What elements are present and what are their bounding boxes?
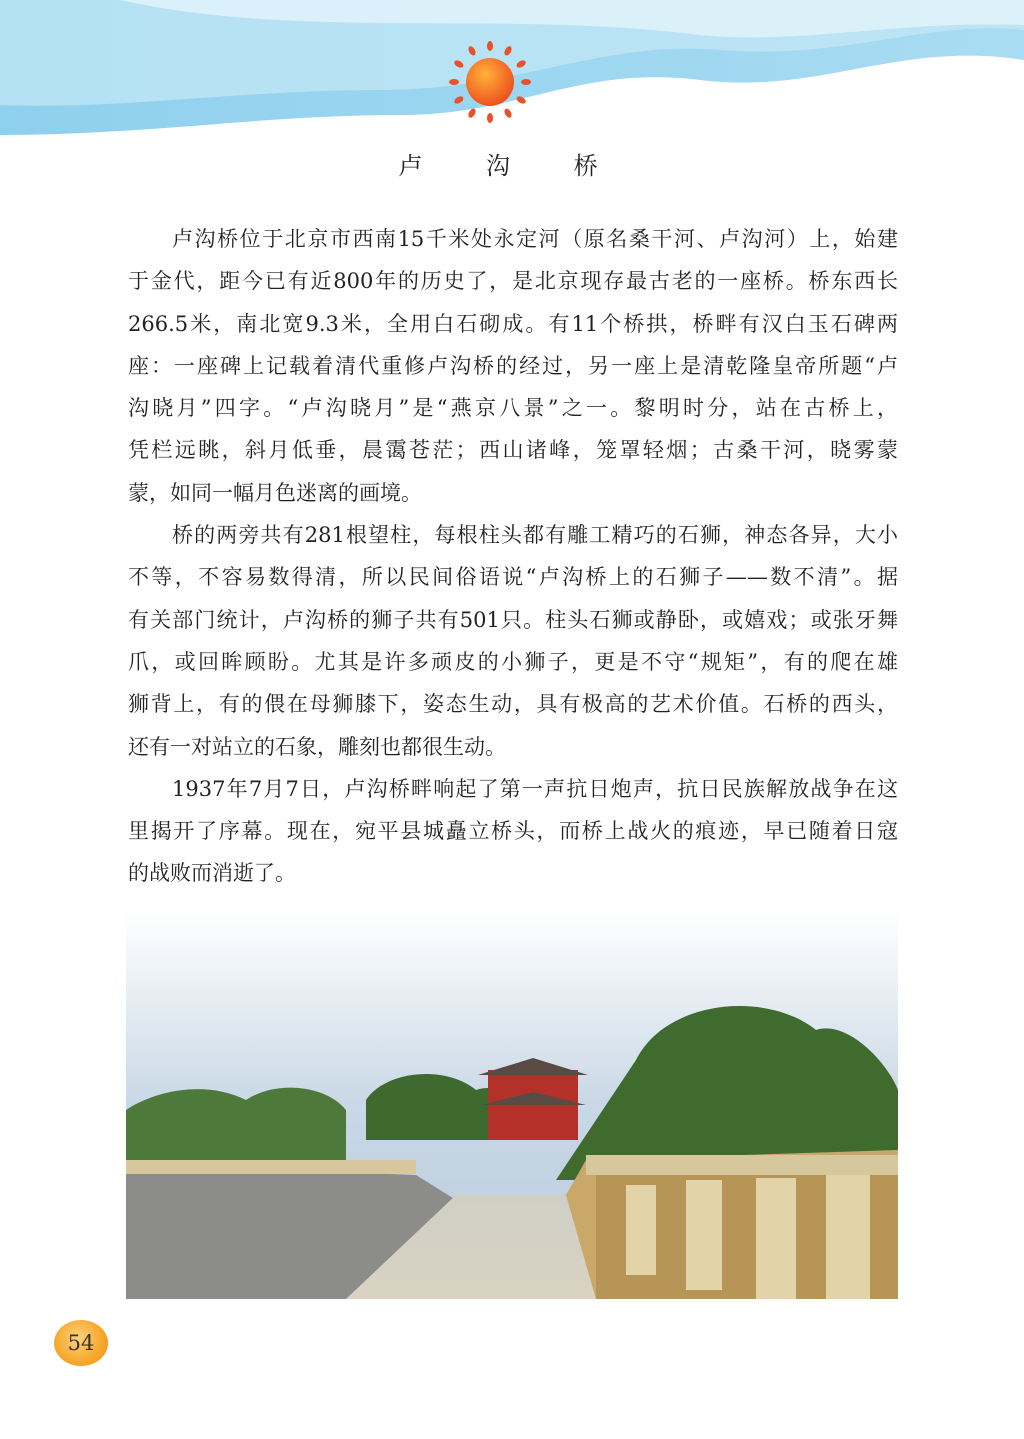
text-line: 狮背上，有的偎在母狮膝下，姿态生动，具有极高的艺术价值。石桥的西头， xyxy=(128,692,898,717)
text-line: 卢沟桥位于北京市西南15千米处永定河（原名桑干河、卢沟河）上，始建 xyxy=(172,227,898,251)
lugou-bridge-photo xyxy=(126,910,898,1299)
text-line: 不等，不容易数得清，所以民间俗语说“卢沟桥上的石狮子——数不清”。据 xyxy=(128,565,898,590)
text-line: 沟晓月”四字。“卢沟晓月”是“燕京八景”之一。黎明时分，站在古桥上， xyxy=(128,396,898,421)
article-body xyxy=(128,218,898,895)
page-number: 54 xyxy=(54,1320,108,1366)
page-title: 卢 沟 桥 xyxy=(398,152,626,180)
sun-icon xyxy=(448,40,532,124)
text-line: 于金代，距今已有近800年的历史了，是北京现存最古老的一座桥。桥东西长 xyxy=(128,269,898,294)
text-line: 266.5米，南北宽9.3米，全用白石砌成。有11个桥拱，桥畔有汉白玉石碑两 xyxy=(128,311,898,336)
text-line: 凭栏远眺，斜月低垂，晨霭苍茫；西山诸峰，笼罩轻烟；古桑干河，晓雾蒙 xyxy=(128,438,898,463)
text-line: 蒙，如同一幅月色迷离的画境。 xyxy=(128,480,422,505)
text-line: 爪，或回眸顾盼。尤其是许多顽皮的小狮子，更是不守“规矩”，有的爬在雄 xyxy=(128,649,898,674)
text-line: 有关部门统计，卢沟桥的狮子共有501只。柱头石狮或静卧，或嬉戏；或张牙舞 xyxy=(128,607,898,632)
text-line: 座：一座碑上记载着清代重修卢沟桥的经过，另一座上是清乾隆皇帝所题“卢 xyxy=(128,353,898,378)
text-line: 里揭开了序幕。现在，宛平县城矗立桥头，而桥上战火的痕迹，早已随着日寇 xyxy=(128,819,898,844)
text-line: 1937年7月7日，卢沟桥畔响起了第一声抗日炮声，抗日民族解放战争在这 xyxy=(172,776,898,801)
text-line: 还有一对站立的石象，雕刻也都很生动。 xyxy=(128,734,506,759)
text-line: 的战败而消逝了。 xyxy=(128,861,296,886)
text-line: 桥的两旁共有281根望柱，每根柱头都有雕工精巧的石狮，神态各异，大小 xyxy=(172,523,898,548)
